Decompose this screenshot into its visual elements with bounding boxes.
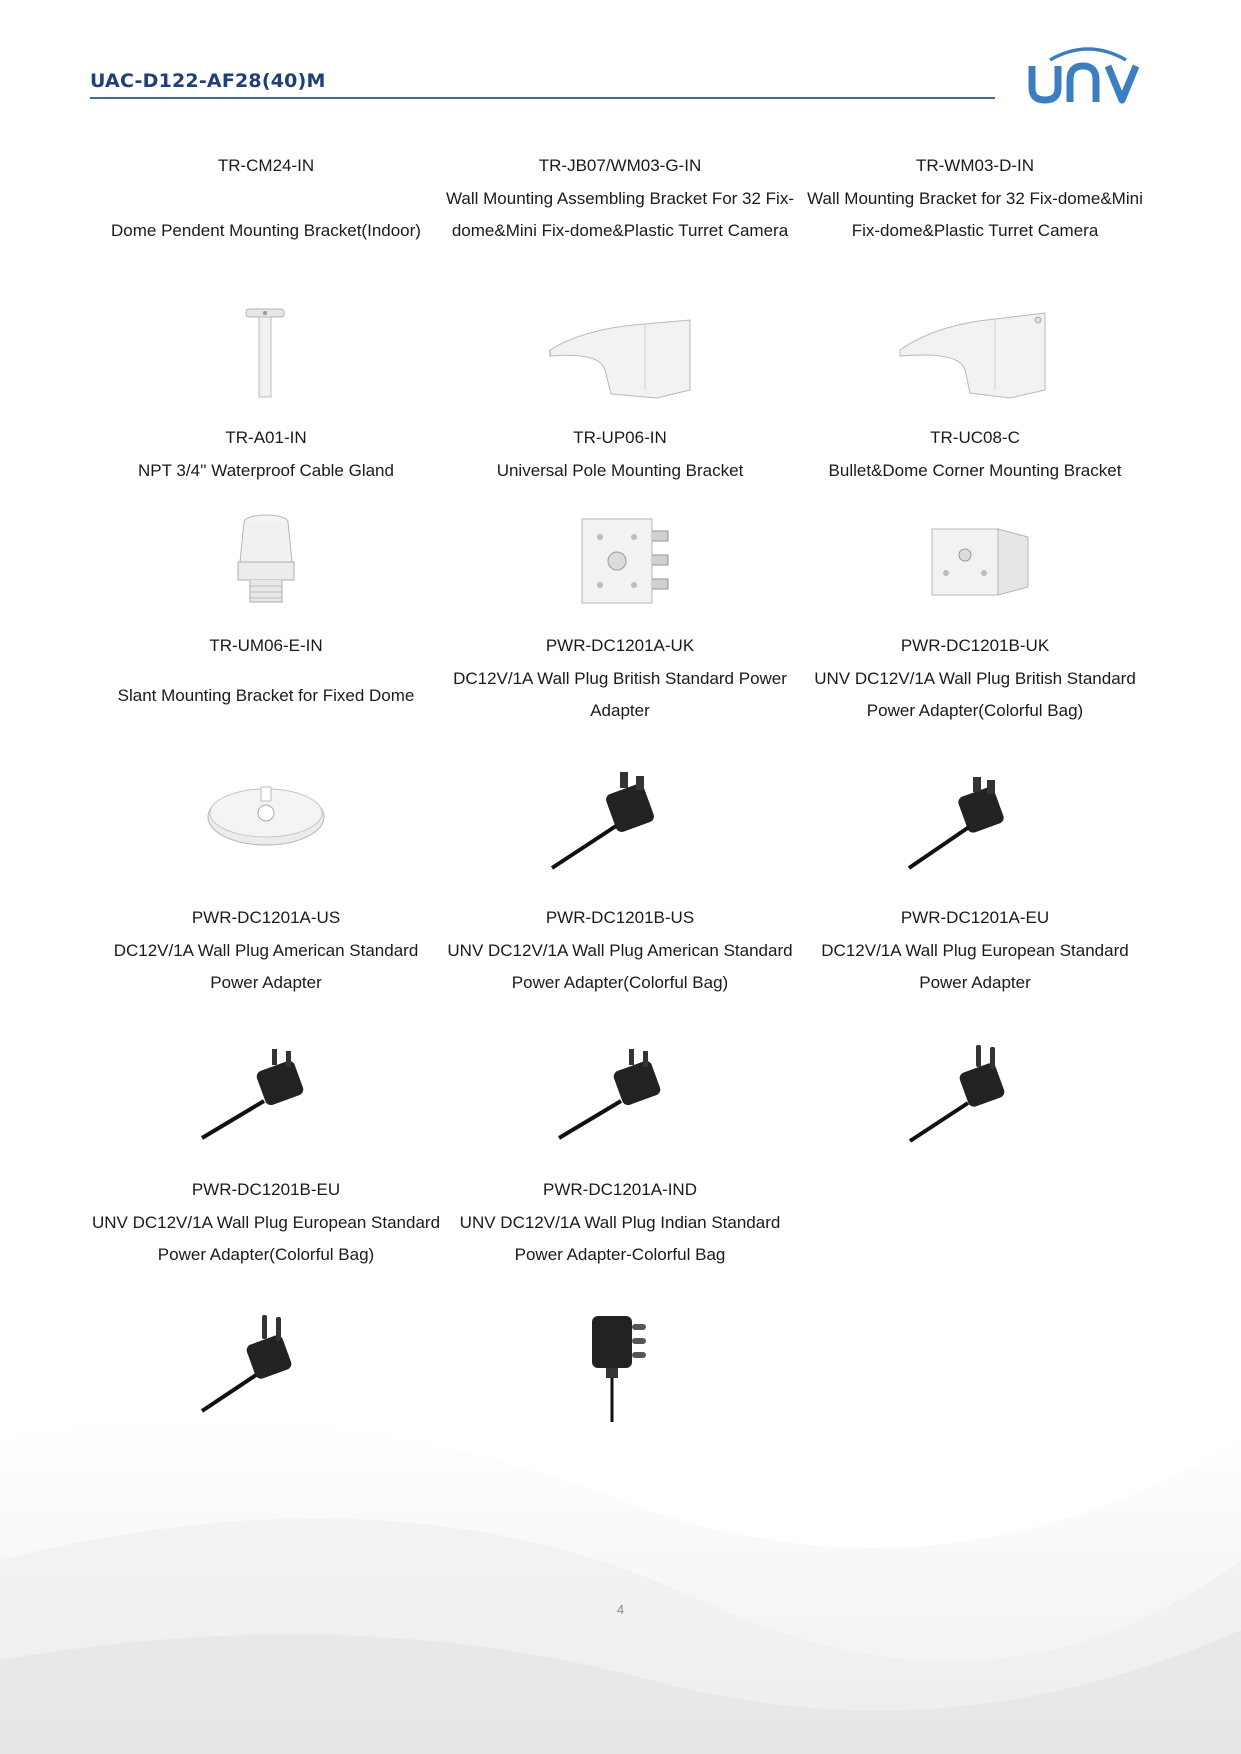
product-model: PWR-DC1201A-UK [545, 636, 695, 655]
document-title: UAC-D122-AF28(40)M [90, 70, 326, 92]
product-cell [91, 630, 441, 712]
header-divider [90, 97, 995, 99]
unv-logo [1028, 42, 1148, 104]
product-model: PWR-DC1201A-IND [543, 1180, 697, 1199]
product-description: Dome Pendent Mounting Bracket(Indoor) [111, 220, 421, 240]
product-description: UNV DC12V/1A Wall Plug American Standard Power Adapter(Colorful Bag) [447, 940, 793, 992]
wall-bracket-icon [895, 305, 1055, 400]
eu-adapter-icon [908, 1043, 1028, 1143]
product-model: TR-JB07/WM03-G-IN [538, 156, 702, 175]
product-description: UNV DC12V/1A Wall Plug Indian Standard Power Adapter-Colorful Bag [459, 1212, 781, 1264]
product-description: UNV DC12V/1A Wall Plug European Standard Power Adapter(Colorful Bag) [91, 1212, 441, 1264]
wall-bracket-icon [545, 310, 695, 400]
product-cell [445, 630, 795, 728]
product-model: TR-A01-IN [225, 428, 307, 447]
uk-adapter-icon [907, 775, 1027, 870]
cable-gland-icon [230, 512, 302, 607]
product-model: PWR-DC1201B-EU [191, 1180, 341, 1199]
product-description: DC12V/1A Wall Plug British Standard Power Adapter [453, 668, 787, 720]
product-cell [91, 150, 441, 247]
product-model: TR-UM06-E-IN [209, 636, 323, 655]
background-wave [0, 1300, 1241, 1754]
product-model: TR-CM24-IN [217, 156, 315, 175]
product-model: PWR-DC1201A-EU [900, 908, 1050, 927]
product-cell [445, 902, 795, 1000]
product-cell [445, 1174, 795, 1272]
product-description: DC12V/1A Wall Plug European Standard Power Adapter [821, 940, 1129, 992]
product-cell [800, 422, 1150, 487]
product-model: PWR-DC1201B-UK [900, 636, 1050, 655]
product-model: TR-UP06-IN [573, 428, 667, 447]
product-description: Slant Mounting Bracket for Fixed Dome [117, 685, 415, 705]
product-cell [91, 1174, 441, 1272]
product-description: UNV DC12V/1A Wall Plug British Standard Power Adapter(Colorful Bag) [814, 668, 1136, 720]
pole-bracket-icon [578, 515, 673, 607]
us-adapter-icon [200, 1045, 325, 1140]
slant-bracket-icon [205, 783, 327, 851]
us-adapter-icon [557, 1045, 682, 1140]
product-model: PWR-DC1201A-US [191, 908, 341, 927]
product-description: Universal Pole Mounting Bracket [496, 460, 744, 480]
product-cell [800, 630, 1150, 728]
pendant-bracket-icon [240, 305, 290, 400]
product-description: NPT 3/4'' Waterproof Cable Gland [138, 460, 394, 480]
product-model: TR-WM03-D-IN [915, 156, 1035, 175]
product-cell [91, 902, 441, 1000]
product-cell [800, 902, 1150, 1000]
product-description: Bullet&Dome Corner Mounting Bracket [828, 460, 1122, 480]
corner-bracket-icon [928, 525, 1033, 600]
product-cell [445, 150, 795, 248]
product-cell [800, 150, 1150, 248]
product-description: Wall Mounting Bracket for 32 Fix-dome&Mini Fix-dome&Plastic Turret Camera [807, 188, 1143, 240]
product-cell [91, 422, 441, 487]
uk-adapter-icon [550, 770, 680, 870]
product-description: DC12V/1A Wall Plug American Standard Power Adapter [113, 940, 419, 992]
product-cell [445, 422, 795, 487]
product-description: Wall Mounting Assembling Bracket For 32 Fix-dome&Mini Fix-dome&Plastic Turret Camera [446, 188, 794, 240]
page-number: 4 [616, 1602, 625, 1617]
product-model: PWR-DC1201B-US [545, 908, 695, 927]
product-model: TR-UC08-C [930, 428, 1020, 447]
